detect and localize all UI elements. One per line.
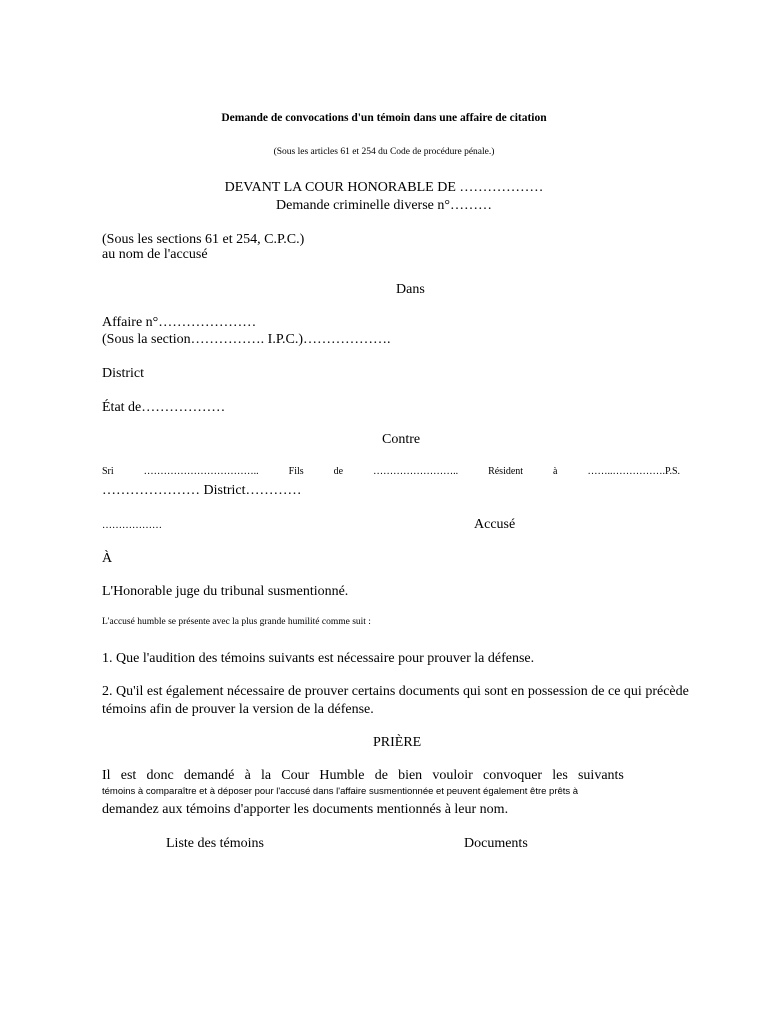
prayer-word: demandé (183, 768, 235, 783)
case-number: Affaire n°………………… (102, 315, 257, 330)
contre-label: Contre (382, 432, 421, 447)
prayer-word: Il (102, 768, 111, 783)
sri-word: Sri (102, 466, 114, 477)
prayer-word: la (260, 768, 272, 783)
sri-row (102, 466, 680, 477)
prayer-word: Humble (319, 768, 365, 783)
prayer-word: Cour (281, 768, 310, 783)
prayer-word: de (374, 768, 388, 783)
point-2-line-2: témoins afin de prouver la version de la défense. (102, 702, 374, 717)
prayer-line-2: témoins à comparaître et à déposer pour l'accusé dans l'affaire susmentionnée et peuvent également être prêts à (102, 786, 579, 797)
point-1: 1. Que l'audition des témoins suivants est nécessaire pour prouver la défense. (102, 651, 535, 666)
prayer-line-3: demandez aux témoins d'apporter les documents mentionnés à leur nom. (102, 802, 509, 817)
document-title: Demande de convocations d'un témoin dans une affaire de citation (221, 112, 547, 124)
to-label: À (102, 551, 113, 566)
sections-line: (Sous les sections 61 et 254, C.P.C.) (102, 232, 305, 247)
district-label: District (102, 366, 144, 381)
prayer-word: à (244, 768, 251, 783)
accused-name-line: au nom de l'accusé (102, 247, 208, 262)
accused-blank: ……………… (102, 520, 162, 531)
prayer-word: convoquer (482, 768, 543, 783)
sri-blank-father: …………………….. (373, 466, 459, 477)
sri-word-a: à (553, 466, 558, 477)
documents-header: Documents (464, 836, 528, 851)
application-line: Demande criminelle diverse n°……… (276, 198, 492, 213)
state-line: État de……………… (102, 400, 226, 415)
sri-word-resident: Résident (488, 466, 524, 477)
prayer-word: bien (398, 768, 423, 783)
court-line: DEVANT LA COUR HONORABLE DE ……………… (224, 180, 544, 195)
sri-word-de: de (333, 466, 344, 477)
humble-line: L'accusé humble se présente avec la plus grande humilité comme suit : (102, 617, 371, 627)
prayer-word: donc (146, 768, 174, 783)
judge-line: L'Honorable juge du tribunal susmentionné. (102, 584, 349, 599)
sri-blank-name: …………………………….. (143, 466, 259, 477)
accused-label: Accusé (474, 517, 516, 532)
prayer-word: vouloir (432, 768, 473, 783)
witness-list-header: Liste des témoins (166, 836, 264, 851)
priere-heading: PRIÈRE (373, 735, 422, 750)
prayer-word: les (552, 768, 568, 783)
sri-word-fils: Fils (288, 466, 304, 477)
point-2-line-1: 2. Qu'il est également nécessaire de prouver certains documents qui sont en possession de ce qui précède (102, 684, 689, 699)
district-row: ………………… District………… (102, 483, 302, 498)
under-section-line: (Sous la section……………. I.P.C.)………………. (102, 332, 391, 347)
dans-label: Dans (396, 282, 425, 297)
prayer-word: suivants (577, 768, 624, 783)
document-subtitle: (Sous les articles 61 et 254 du Code de procédure pénale.) (273, 147, 495, 157)
prayer-word: est (120, 768, 137, 783)
prayer-line-1 (102, 768, 624, 784)
sri-blank-ps: ……..…………….P.S. (587, 466, 680, 477)
